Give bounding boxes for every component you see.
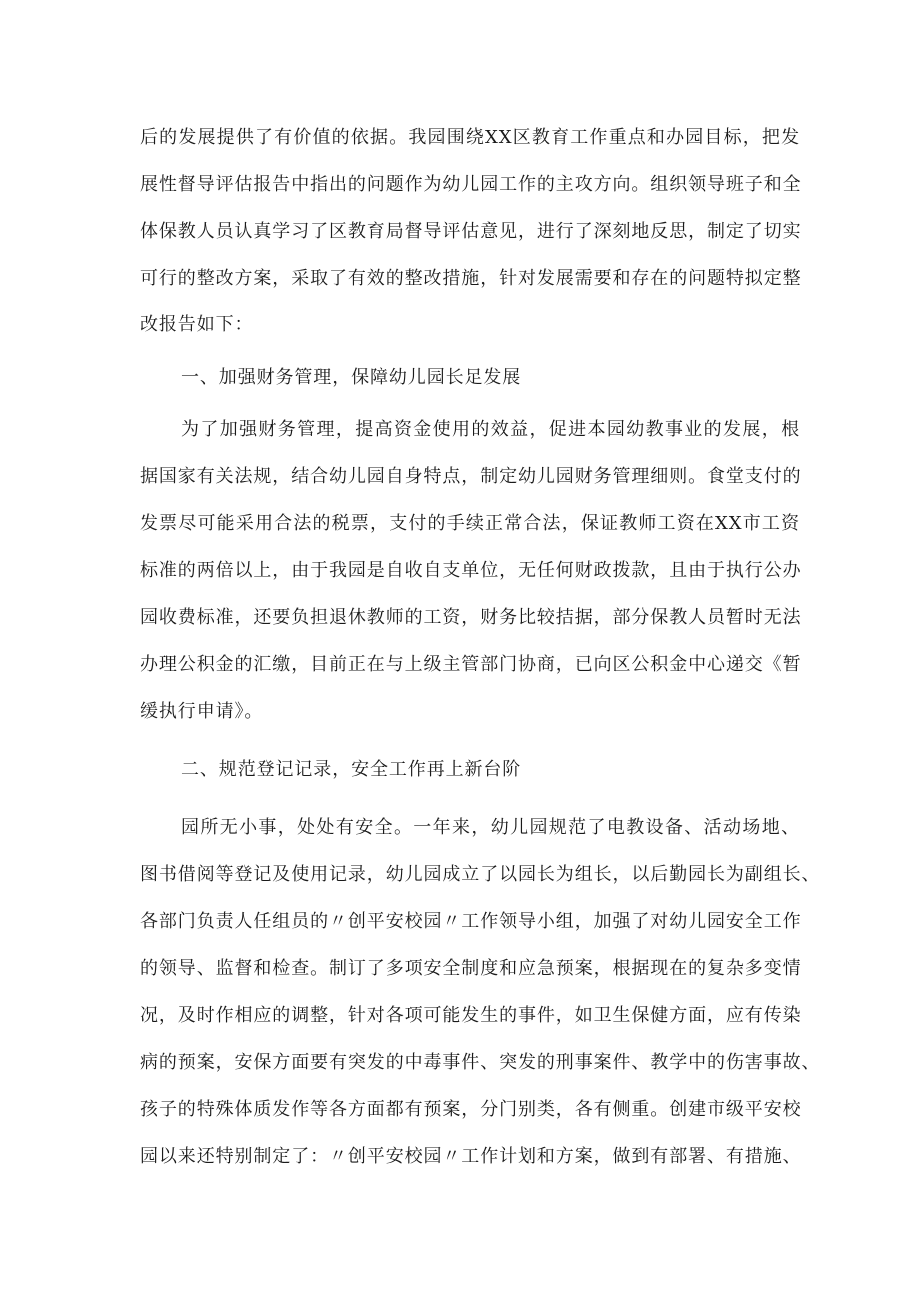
paragraph-line: 病的预案，安保方面要有突发的中毒事件、突发的刑事案件、教学中的伤害事故、 (140, 1052, 821, 1073)
paragraph-line: 图书借阅等登记及使用记录，幼儿园成立了以园长为组长，以后勤园长为副组长、 (140, 864, 821, 885)
paragraph-line: 为了加强财务管理，提高资金使用的效益，促进本园幼教事业的发展，根 (181, 419, 800, 440)
paragraph-line: 体保教人员认真学习了区教育局督导评估意见，进行了深刻地反思，制定了切实 (140, 221, 802, 242)
paragraph-line: 后的发展提供了有价值的依据。我园围绕XX区教育工作重点和办园目标，把发 (140, 127, 800, 148)
paragraph-line: 的领导、监督和检查。制订了多项安全制度和应急预案，根据现在的复杂多变情 (140, 958, 802, 979)
paragraph-line: 办理公积金的汇缴，目前正在与上级主管部门协商，已向区公积金中心递交《暂 (140, 654, 802, 675)
paragraph-line: 园收费标准，还要负担退休教师的工资，财务比较拮据，部分保教人员暂时无法 (140, 607, 802, 628)
paragraph-line: 况，及时作相应的调整，针对各项可能发生的事件，如卫生保健方面，应有传染 (140, 1005, 802, 1026)
paragraph-line: 可行的整改方案，采取了有效的整改措施，针对发展需要和存在的问题特拟定整 (140, 268, 802, 289)
paragraph-line: 园所无小事，处处有安全。一年来，幼儿园规范了电教设备、活动场地、 (181, 817, 800, 838)
paragraph-line: 据国家有关法规，结合幼儿园自身特点，制定幼儿园财务管理细则。食堂支付的 (140, 466, 802, 487)
paragraph-line: 缓执行申请》。 (140, 701, 264, 722)
paragraph-line: 改报告如下： (140, 314, 254, 335)
paragraph-line: 展性督导评估报告中指出的问题作为幼儿园工作的主攻方向。组织领导班子和全 (140, 174, 802, 195)
section-heading-safety: 二、规范登记记录，安全工作再上新台阶 (181, 759, 522, 780)
paragraph-line: 园以来还特别制定了：〃创平安校园〃工作计划和方案，做到有部署、有措施、 (140, 1146, 802, 1167)
paragraph-line: 孩子的特殊体质发作等各方面都有预案，分门别类，各有侧重。创建市级平安校 (140, 1099, 802, 1120)
paragraph-line: 标准的两倍以上，由于我园是自收自支单位，无任何财政拨款，且由于执行公办 (140, 560, 802, 581)
paragraph-line: 各部门负责人任组员的〃创平安校园〃工作领导小组，加强了对幼儿园安全工作 (140, 911, 802, 932)
paragraph-line: 发票尽可能采用合法的税票，支付的手续正常合法，保证教师工资在XX市工资 (140, 513, 800, 534)
section-heading-finance: 一、加强财务管理，保障幼儿园长足发展 (181, 367, 522, 388)
